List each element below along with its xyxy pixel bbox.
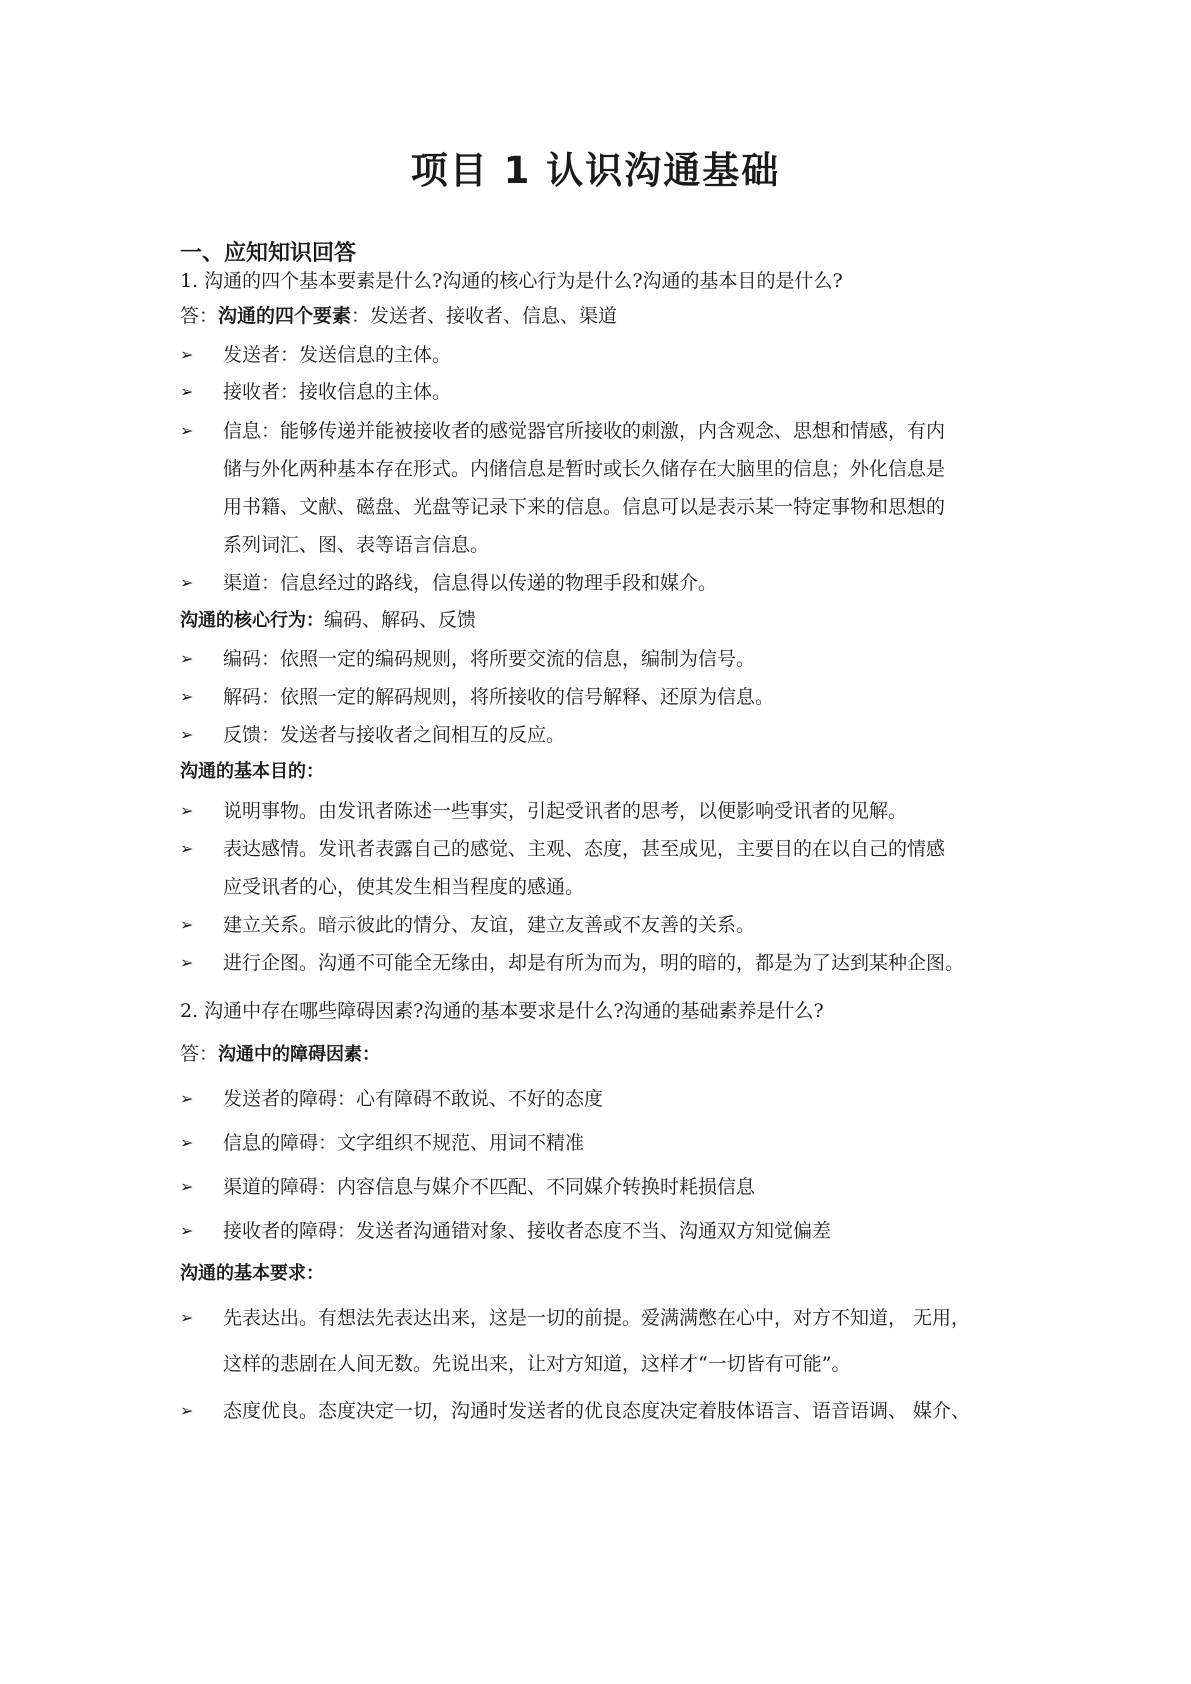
bullet-arrow-icon: ➢ [180, 382, 194, 401]
answer-1-intro [180, 303, 617, 329]
purpose-heading: 沟通的基本目的： [180, 761, 324, 782]
list-item-continuation: 用书籍、文献、磁盘、光盘等记录下来的信息。信息可以是表示某一特定事物和思想的 [223, 496, 946, 518]
bullet-arrow-icon: ➢ [180, 573, 194, 592]
list-item: 进行企图。沟通不可能全无缘由，却是有所为而为，明的暗的，都是为了达到某种企图。 [223, 952, 965, 974]
list-item: 渠道的障碍：内容信息与媒介不匹配、不同媒介转换时耗损信息 [223, 1176, 756, 1198]
list-item: 说明事物。由发讯者陈述一些事实，引起受讯者的思考，以便影响受讯者的见解。 [223, 800, 908, 822]
bullet-arrow-icon: ➢ [180, 953, 194, 972]
bullet-arrow-icon: ➢ [180, 839, 194, 858]
list-item: 信息：能够传递并能被接收者的感觉器官所接收的刺激，内含观念、思想和情感，有内 [223, 420, 946, 442]
bullet-arrow-icon: ➢ [180, 345, 194, 364]
bullet-arrow-icon: ➢ [180, 1401, 194, 1420]
list-item-continuation: 储与外化两种基本存在形式。内储信息是暂时或长久储存在大脑里的信息；外化信息是 [223, 458, 946, 480]
answer-prefix: 答： [180, 305, 219, 327]
page-title: 项目 1 认识沟通基础 [410, 149, 781, 192]
question-1: 1. 沟通的四个基本要素是什么?沟通的核心行为是什么?沟通的基本目的是什么? [180, 270, 843, 292]
list-item: 编码：依照一定的编码规则，将所要交流的信息，编制为信号。 [223, 648, 756, 670]
answer-1-heading: 沟通的四个要素 [218, 305, 352, 327]
list-item: 建立关系。暗示彼此的情分、友谊，建立友善或不友善的关系。 [223, 914, 756, 936]
bullet-arrow-icon: ➢ [180, 1133, 194, 1152]
core-behavior-heading: 沟通的核心行为： [180, 610, 324, 631]
list-item-continuation: 这样的悲剧在人间无数。先说出来，让对方知道，这样才“一切皆有可能”。 [223, 1353, 851, 1375]
list-item-continuation: 系列词汇、图、表等语言信息。 [223, 534, 490, 556]
list-item: 表达感情。发讯者表露自己的感觉、主观、态度，甚至成见，主要目的在以自己的情感 [223, 838, 946, 860]
bullet-arrow-icon: ➢ [180, 915, 194, 934]
list-item: 反馈：发送者与接收者之间相互的反应。 [223, 724, 566, 746]
list-item: 接收者：接收信息的主体。 [223, 381, 452, 403]
answer-prefix: 答： [180, 1043, 219, 1065]
list-item: 先表达出。有想法先表达出来，这是一切的前提。爱满满憋在心中，对方不知道， 无用， [223, 1307, 971, 1329]
bullet-arrow-icon: ➢ [180, 1177, 194, 1196]
section-heading: 一、应知知识回答 [180, 241, 357, 266]
bullet-arrow-icon: ➢ [180, 1308, 194, 1327]
list-item: 发送者：发送信息的主体。 [223, 344, 452, 366]
core-behavior-line [180, 607, 476, 634]
bullet-arrow-icon: ➢ [180, 725, 194, 744]
bullet-arrow-icon: ➢ [180, 649, 194, 668]
list-item: 发送者的障碍：心有障碍不敢说、不好的态度 [223, 1088, 604, 1110]
answer-2-heading: 沟通中的障碍因素： [218, 1044, 381, 1065]
list-item: 解码：依照一定的解码规则，将所接收的信号解释、还原为信息。 [223, 686, 775, 708]
list-item: 信息的障碍：文字组织不规范、用词不精准 [223, 1132, 585, 1154]
bullet-arrow-icon: ➢ [180, 687, 194, 706]
list-item: 态度优良。态度决定一切，沟通时发送者的优良态度决定着肢体语言、语音语调、 媒介、 [223, 1400, 971, 1422]
bullet-arrow-icon: ➢ [180, 1089, 194, 1108]
question-2: 2. 沟通中存在哪些障碍因素?沟通的基本要求是什么?沟通的基础素养是什么? [180, 1000, 824, 1022]
bullet-arrow-icon: ➢ [180, 1221, 194, 1240]
list-item-continuation: 应受讯者的心，使其发生相当程度的感通。 [223, 876, 585, 898]
list-item: 接收者的障碍：发送者沟通错对象、接收者态度不当、沟通双方知觉偏差 [223, 1220, 832, 1242]
bullet-arrow-icon: ➢ [180, 421, 194, 440]
answer-2-intro [180, 1041, 380, 1068]
requirements-heading: 沟通的基本要求： [180, 1263, 324, 1284]
core-behavior-rest: 编码、解码、反馈 [324, 609, 477, 631]
answer-1-rest: ：发送者、接收者、信息、渠道 [351, 305, 618, 327]
list-item: 渠道：信息经过的路线，信息得以传递的物理手段和媒介。 [223, 572, 718, 594]
bullet-arrow-icon: ➢ [180, 801, 194, 820]
